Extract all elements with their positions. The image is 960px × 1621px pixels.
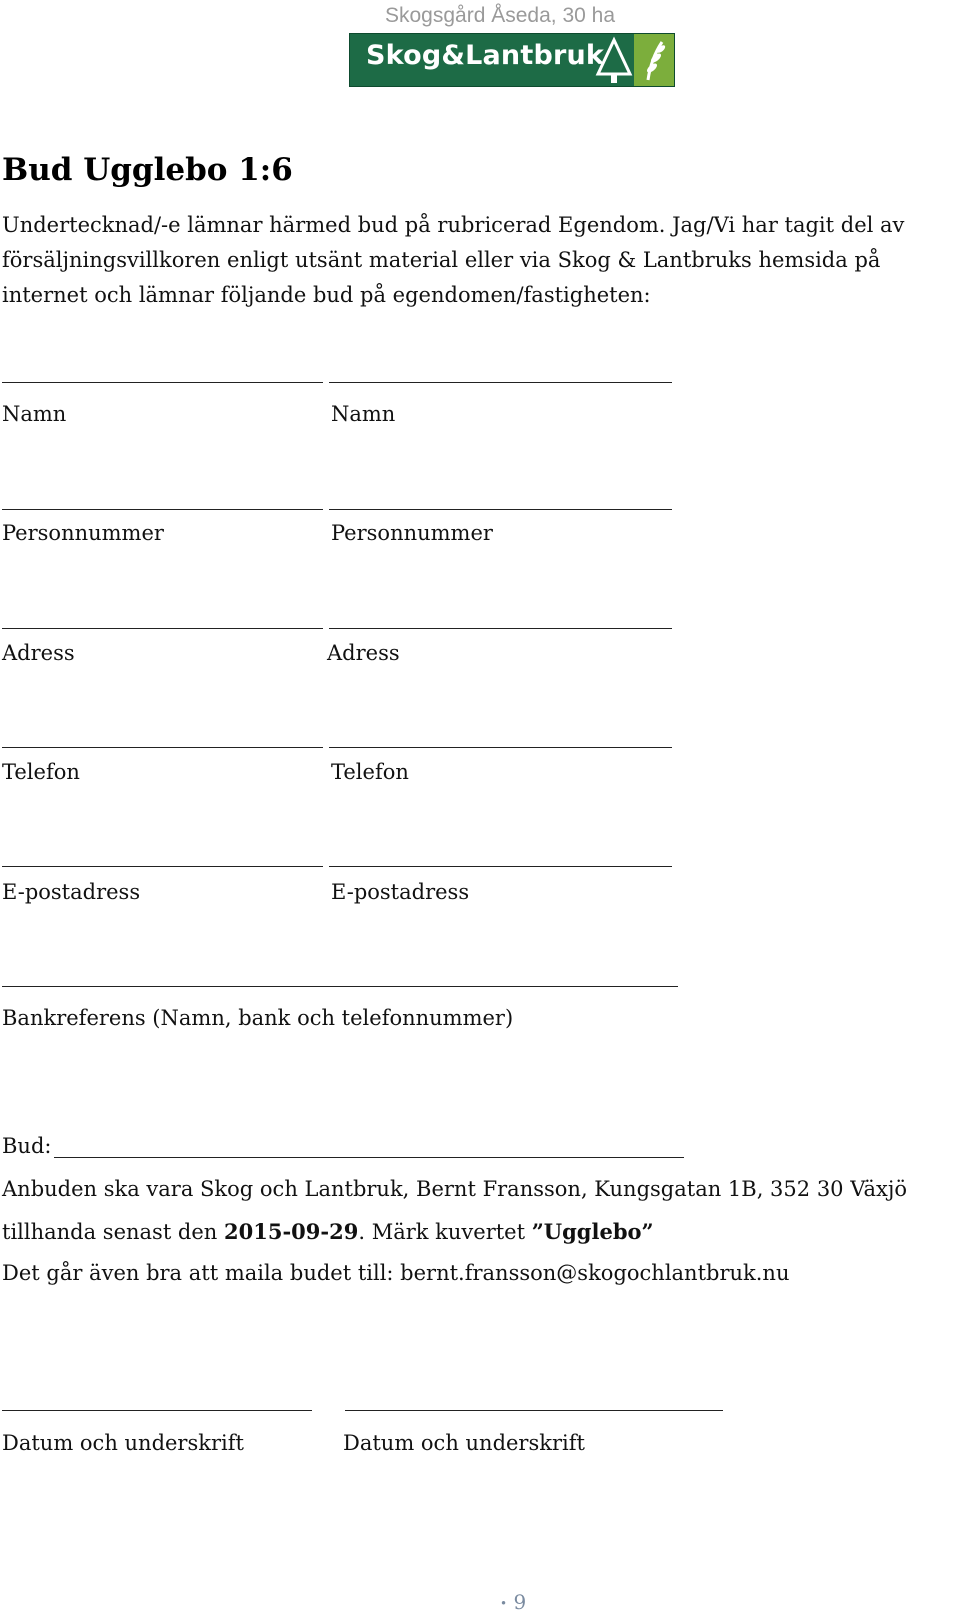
instructions-email: Det går även bra att maila budet till: bernt.fransson@skogochlantbruk.nu <box>2 1261 790 1285</box>
personnummer-line-1[interactable] <box>2 509 323 510</box>
envelope-mark: ”Ugglebo” <box>531 1219 654 1244</box>
logo-text: Skog&Lantbruk <box>366 40 605 71</box>
adress-line-1[interactable] <box>2 628 323 629</box>
adress-line-2[interactable] <box>329 628 672 629</box>
signature-line-1[interactable] <box>2 1410 312 1411</box>
intro-paragraph: Undertecknad/-e lämnar härmed bud på rubricerad Egendom. Jag/Vi har tagit del av försäljningsvillkoren enligt utsänt material eller via Skog & Lantbruks hemsida på internet och lämnar följande bud på egendomen/fastigheten: <box>2 213 905 307</box>
name-label-1: Namn <box>2 402 67 426</box>
envelope-text: . Märk kuvertet <box>358 1220 532 1244</box>
personnummer-label-2: Personnummer <box>331 521 493 545</box>
telefon-label-2: Telefon <box>331 760 409 784</box>
telefon-line-2[interactable] <box>329 747 672 748</box>
page-bullet: • <box>500 1596 508 1611</box>
bank-reference-label: Bankreferens (Namn, bank och telefonnummer) <box>2 1006 514 1030</box>
adress-label-2: Adress <box>327 641 400 665</box>
page-number-value: 9 <box>513 1590 527 1614</box>
deadline-date: 2015-09-29 <box>224 1219 359 1244</box>
bank-reference-line[interactable] <box>2 986 678 987</box>
email-label-2: E-postadress <box>331 880 470 904</box>
personnummer-line-2[interactable] <box>329 509 672 510</box>
name-line-2[interactable] <box>329 382 672 383</box>
name-label-2: Namn <box>331 402 396 426</box>
telefon-label-1: Telefon <box>2 760 80 784</box>
company-logo <box>349 33 675 87</box>
page-number <box>500 1590 526 1614</box>
deadline-prefix: tillhanda senast den <box>2 1220 225 1244</box>
bid-label: Bud: <box>2 1134 52 1158</box>
signature-label-2: Datum och underskrift <box>343 1431 585 1455</box>
email-line-2[interactable] <box>329 866 672 867</box>
instructions-address: Anbuden ska vara Skog och Lantbruk, Bernt Fransson, Kungsgatan 1B, 352 30 Växjö <box>2 1177 907 1201</box>
email-label-1: E-postadress <box>2 880 141 904</box>
page-title: Bud Ugglebo 1:6 <box>2 152 293 188</box>
instructions-deadline-line <box>2 1219 654 1244</box>
tree-leaf-icon <box>590 34 674 86</box>
bid-line[interactable] <box>54 1157 684 1158</box>
signature-line-2[interactable] <box>345 1410 723 1411</box>
header-caption: Skogsgård Åseda, 30 ha <box>385 4 615 27</box>
signature-label-1: Datum och underskrift <box>2 1431 244 1455</box>
telefon-line-1[interactable] <box>2 747 323 748</box>
name-line-1[interactable] <box>2 382 323 383</box>
email-line-1[interactable] <box>2 866 323 867</box>
personnummer-label-1: Personnummer <box>2 521 164 545</box>
adress-label-1: Adress <box>2 641 75 665</box>
